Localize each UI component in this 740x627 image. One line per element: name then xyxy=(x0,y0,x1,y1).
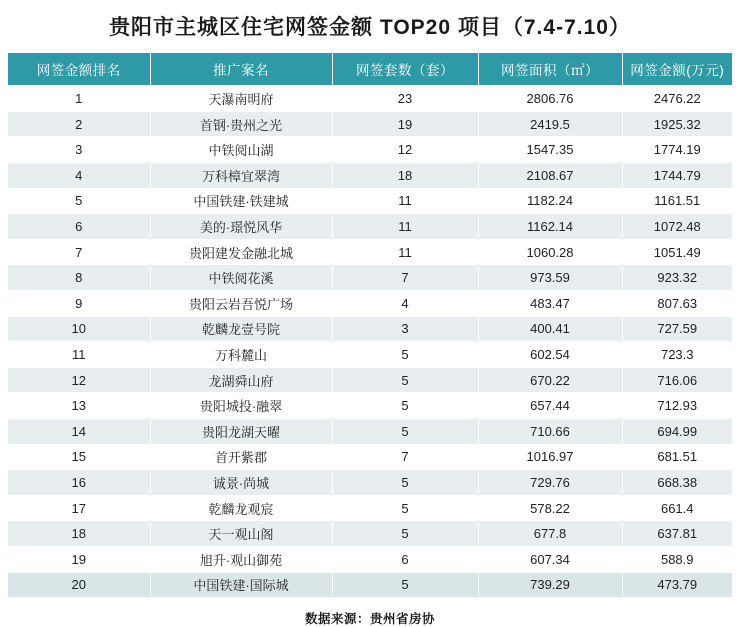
cell-area: 2419.5 xyxy=(478,111,622,137)
cell-rank: 17 xyxy=(8,495,150,521)
cell-rank: 11 xyxy=(8,342,150,368)
table-body xyxy=(8,86,732,598)
column-header-rank: 网签金额排名 xyxy=(8,53,150,86)
cell-amount: 807.63 xyxy=(622,291,732,317)
cell-area: 1016.97 xyxy=(478,444,622,470)
cell-amount: 1161.51 xyxy=(622,188,732,214)
ranking-table xyxy=(8,53,732,598)
cell-rank: 5 xyxy=(8,188,150,214)
table-row xyxy=(8,316,732,342)
cell-rank: 1 xyxy=(8,86,150,112)
cell-rank: 20 xyxy=(8,572,150,598)
cell-rank: 18 xyxy=(8,521,150,547)
cell-units: 5 xyxy=(332,342,478,368)
cell-rank: 12 xyxy=(8,367,150,393)
cell-amount: 681.51 xyxy=(622,444,732,470)
cell-amount: 712.93 xyxy=(622,393,732,419)
cell-amount: 1925.32 xyxy=(622,111,732,137)
cell-area: 657.44 xyxy=(478,393,622,419)
cell-amount: 668.38 xyxy=(622,470,732,496)
column-header-area: 网签面积（㎡） xyxy=(478,53,622,86)
cell-rank: 16 xyxy=(8,470,150,496)
table-row xyxy=(8,291,732,317)
cell-amount: 716.06 xyxy=(622,367,732,393)
table-row xyxy=(8,367,732,393)
column-header-amount: 网签金额(万元) xyxy=(622,53,732,86)
cell-project-name: 贵阳建发金融北城 xyxy=(150,239,332,265)
cell-units: 11 xyxy=(332,188,478,214)
table-row xyxy=(8,342,732,368)
cell-project-name: 贵阳城投·融翠 xyxy=(150,393,332,419)
cell-project-name: 乾麟龙壹号院 xyxy=(150,316,332,342)
cell-area: 1162.14 xyxy=(478,214,622,240)
cell-project-name: 天一观山阁 xyxy=(150,521,332,547)
cell-area: 1547.35 xyxy=(478,137,622,163)
cell-units: 11 xyxy=(332,214,478,240)
cell-project-name: 天瀑南明府 xyxy=(150,86,332,112)
table-row xyxy=(8,111,732,137)
cell-area: 578.22 xyxy=(478,495,622,521)
cell-area: 483.47 xyxy=(478,291,622,317)
cell-project-name: 中铁阅花溪 xyxy=(150,265,332,291)
cell-amount: 923.32 xyxy=(622,265,732,291)
cell-amount: 1072.48 xyxy=(622,214,732,240)
cell-area: 973.59 xyxy=(478,265,622,291)
cell-units: 19 xyxy=(332,111,478,137)
cell-project-name: 诚景·尚城 xyxy=(150,470,332,496)
cell-units: 5 xyxy=(332,572,478,598)
cell-units: 4 xyxy=(332,291,478,317)
table-header-row xyxy=(8,53,732,86)
cell-project-name: 万科樟宜翠湾 xyxy=(150,163,332,189)
table-row xyxy=(8,239,732,265)
cell-area: 670.22 xyxy=(478,367,622,393)
table-row xyxy=(8,521,732,547)
cell-units: 3 xyxy=(332,316,478,342)
page-title: 贵阳市主城区住宅网签金额 TOP20 项目（7.4-7.10） xyxy=(109,16,631,39)
column-header-units: 网签套数（套） xyxy=(332,53,478,86)
cell-units: 7 xyxy=(332,265,478,291)
cell-rank: 2 xyxy=(8,111,150,137)
cell-amount: 1774.19 xyxy=(622,137,732,163)
table-row xyxy=(8,546,732,572)
table-row xyxy=(8,572,732,598)
cell-amount: 1051.49 xyxy=(622,239,732,265)
table-row xyxy=(8,393,732,419)
cell-rank: 3 xyxy=(8,137,150,163)
cell-project-name: 中国铁建·铁建城 xyxy=(150,188,332,214)
column-header-project-name: 推广案名 xyxy=(150,53,332,86)
cell-rank: 13 xyxy=(8,393,150,419)
cell-amount: 1744.79 xyxy=(622,163,732,189)
table-row xyxy=(8,444,732,470)
table-row xyxy=(8,188,732,214)
cell-area: 2806.76 xyxy=(478,86,622,112)
cell-area: 1060.28 xyxy=(478,239,622,265)
table-row xyxy=(8,86,732,112)
cell-units: 6 xyxy=(332,546,478,572)
cell-amount: 694.99 xyxy=(622,419,732,445)
cell-area: 607.34 xyxy=(478,546,622,572)
cell-project-name: 贵阳龙湖天曜 xyxy=(150,419,332,445)
cell-project-name: 乾麟龙观宸 xyxy=(150,495,332,521)
cell-units: 5 xyxy=(332,521,478,547)
table-row xyxy=(8,265,732,291)
cell-units: 18 xyxy=(332,163,478,189)
cell-area: 1182.24 xyxy=(478,188,622,214)
cell-amount: 661.4 xyxy=(622,495,732,521)
table-row xyxy=(8,214,732,240)
cell-project-name: 首开紫郡 xyxy=(150,444,332,470)
cell-area: 739.29 xyxy=(478,572,622,598)
cell-area: 400.41 xyxy=(478,316,622,342)
cell-amount: 588.9 xyxy=(622,546,732,572)
table-row xyxy=(8,163,732,189)
cell-rank: 6 xyxy=(8,214,150,240)
cell-units: 7 xyxy=(332,444,478,470)
cell-project-name: 贵阳云岩吾悦广场 xyxy=(150,291,332,317)
cell-amount: 473.79 xyxy=(622,572,732,598)
cell-rank: 7 xyxy=(8,239,150,265)
cell-units: 11 xyxy=(332,239,478,265)
cell-rank: 8 xyxy=(8,265,150,291)
cell-amount: 723.3 xyxy=(622,342,732,368)
cell-project-name: 美的·璟悦风华 xyxy=(150,214,332,240)
cell-project-name: 万科麓山 xyxy=(150,342,332,368)
cell-project-name: 首钢·贵州之光 xyxy=(150,111,332,137)
cell-rank: 14 xyxy=(8,419,150,445)
cell-area: 602.54 xyxy=(478,342,622,368)
data-source-note: 数据来源：贵州省房协 xyxy=(304,612,435,627)
cell-units: 5 xyxy=(332,393,478,419)
cell-area: 677.8 xyxy=(478,521,622,547)
table-row xyxy=(8,470,732,496)
cell-rank: 10 xyxy=(8,316,150,342)
cell-area: 729.76 xyxy=(478,470,622,496)
cell-units: 5 xyxy=(332,367,478,393)
cell-units: 23 xyxy=(332,86,478,112)
table-row xyxy=(8,419,732,445)
cell-amount: 727.59 xyxy=(622,316,732,342)
cell-rank: 19 xyxy=(8,546,150,572)
cell-project-name: 中铁阅山湖 xyxy=(150,137,332,163)
cell-area: 2108.67 xyxy=(478,163,622,189)
cell-project-name: 旭升·观山御苑 xyxy=(150,546,332,572)
cell-rank: 9 xyxy=(8,291,150,317)
cell-project-name: 中国铁建·国际城 xyxy=(150,572,332,598)
cell-amount: 637.81 xyxy=(622,521,732,547)
cell-area: 710.66 xyxy=(478,419,622,445)
cell-rank: 15 xyxy=(8,444,150,470)
cell-units: 5 xyxy=(332,495,478,521)
cell-rank: 4 xyxy=(8,163,150,189)
table-header xyxy=(8,53,732,86)
cell-units: 12 xyxy=(332,137,478,163)
cell-units: 5 xyxy=(332,419,478,445)
cell-units: 5 xyxy=(332,470,478,496)
cell-project-name: 龙湖舜山府 xyxy=(150,367,332,393)
table-row xyxy=(8,137,732,163)
table-row xyxy=(8,495,732,521)
cell-amount: 2476.22 xyxy=(622,86,732,112)
